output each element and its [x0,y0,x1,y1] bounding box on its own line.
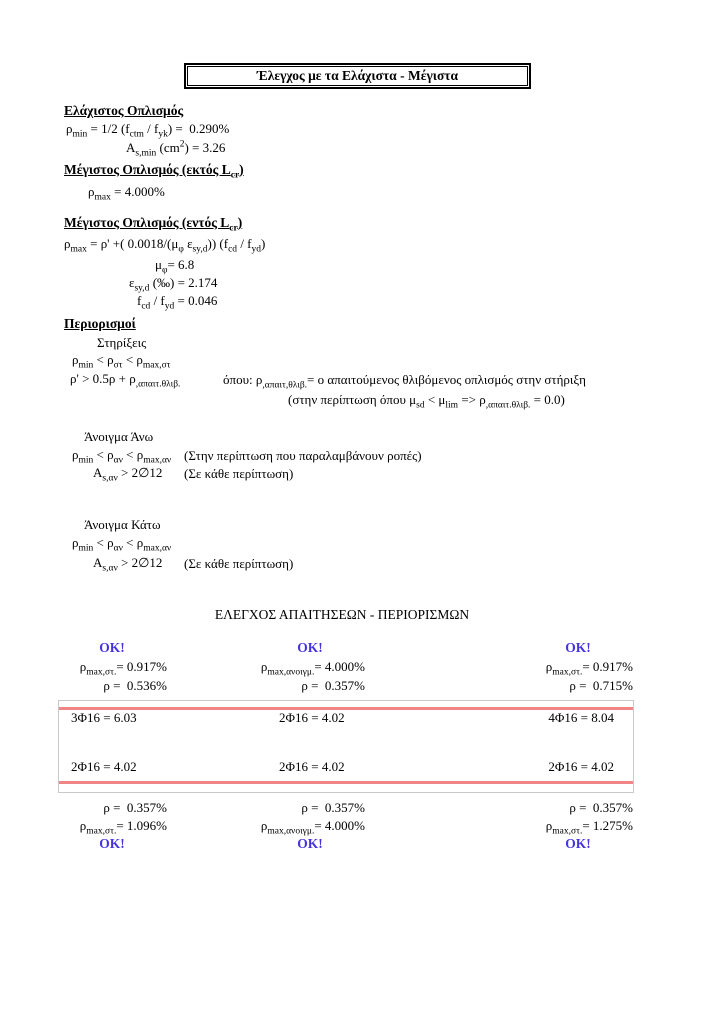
constraint-span-bottom-2: $A_{s,\alpha\nu}$ > 2∅12 [93,555,163,574]
check-top-column-right [523,638,633,695]
rho-max-value: $\rho_{max,\sigma\tau.}= 0.917\%$ [79,659,167,678]
label-span-bottom: Άνοιγμα Κάτω [84,517,161,532]
constraint-span-top-2: $A_{s,\alpha\nu}$ > 2∅12 [93,465,163,484]
constraint-supports-1: $\rho_{min} < \rho_{\sigma\tau} < \rho_{max,\sigma\tau}$ [72,352,171,371]
ok-status: OK! [297,836,323,851]
formula-rho-max-inside: $\rho_{max} = \rho'$ +( $0.0018/(\mu_\varphi$ $\varepsilon_{sy,d}$)) $(f_{cd} / f_{yd})$ [64,236,266,255]
rho-value: ρ = 0.357% [569,800,633,815]
check-section-title: ΕΛΕΓΧΟΣ ΑΠΑΙΤΗΣΕΩΝ - ΠΕΡΙΟΡΙΣΜΩΝ [214,607,470,622]
ok-status: OK! [99,836,125,851]
rebar-value: 2Φ16 = 4.02 [71,759,137,774]
rho-max-value: $\rho_{max,\sigma\tau.}= 1.275\%$ [545,818,633,837]
rebar-value: 2Φ16 = 4.02 [548,759,614,774]
rebar-table [58,700,634,793]
formula-rho-min: $\rho_{min} = 1/2$ $(f_{ctm} / f_{yk}) = 0.290\%$ [66,121,230,140]
value-rho-max-outside: $\rho_{max} = 4.000\%$ [88,184,165,203]
rho-max-value: $\rho_{max,\sigma\tau.}= 1.096\%$ [79,818,167,837]
heading-max-reinforcement-outside: Μέγιστος Οπλισμός (εκτός $L_{cr}$) [64,162,244,181]
rho-value: ρ = 0.357% [301,800,365,815]
rho-max-value: $\rho_{max,\alpha\nu o\iota\gamma\mu.}= 4.000\%$ [260,659,365,678]
value-mu-phi: $\mu_\varphi= 6.8$ [155,257,195,276]
label-supports: Στηρίξεις [97,335,147,350]
constraint-span-bottom-1: $\rho_{min} < \rho_{\alpha\nu} < \rho_{max,\alpha\nu}$ [72,535,172,554]
rebar-row-bottom [71,759,614,775]
ok-status: OK! [565,836,591,851]
heading-constraints: Περιορισμοί [64,316,136,331]
rebar-value: 3Φ16 = 6.03 [71,710,137,725]
page-title: Έλεγχος με τα Ελάχιστα - Μέγιστα [187,66,528,86]
constraint-supports-2: $\rho' > 0.5\rho + \rho_{,\alpha\pi\alpha\iota\tau.\theta\lambda\iota\beta.}$ [70,371,181,390]
note-span-top-2: (Σε κάθε περίπτωση) [184,466,294,481]
value-fcd-fyd: $f_{cd} / f_{yd} = 0.046$ [137,293,218,312]
red-divider-bottom [59,781,633,784]
heading-max-reinforcement-inside: Μέγιστος Οπλισμός (εντός $L_{cr}$) [64,215,243,234]
rebar-value: 2Φ16 = 4.02 [279,710,345,725]
rho-value: ρ = 0.715% [569,678,633,693]
label-span-top: Άνοιγμα Άνω [84,429,154,444]
ok-status: OK! [99,640,125,655]
rebar-value: 4Φ16 = 8.04 [548,710,614,725]
value-eps-syd: $\varepsilon_{sy,d}$ (‰) = 2.174 [129,275,218,294]
rho-max-value: $\rho_{max,\sigma\tau.}= 0.917\%$ [545,659,633,678]
check-bottom-column-center [255,799,365,853]
check-bottom-column-right [523,799,633,853]
title-box [184,63,531,89]
check-top-column-center [255,638,365,695]
note-where-2: (στην περίπτωση όπου $\mu_{sd} < \mu_{lim} => \rho_{,\alpha\pi\alpha\iota\tau.\theta\lambda\iota\beta.} = 0.0$) [288,392,565,411]
check-bottom-column-left [57,799,167,853]
rho-value: ρ = 0.357% [301,678,365,693]
ok-status: OK! [297,640,323,655]
heading-min-reinforcement: Ελάχιστος Οπλισμός [64,103,184,118]
rho-value: ρ = 0.357% [103,800,167,815]
check-top-column-left [57,638,167,695]
note-where-1: όπου: $\rho_{,\alpha\pi\alpha\iota\tau,\theta\lambda\iota\beta.}= o$ απαιτούμενος θλιβόμενος οπλισμός στην στήριξη [223,372,586,391]
rebar-value: 2Φ16 = 4.02 [279,759,345,774]
note-span-top-1: (Στην περίπτωση που παραλαμβάνουν ροπές) [184,448,422,463]
ok-status: OK! [565,640,591,655]
rho-value: ρ = 0.536% [103,678,167,693]
rho-max-value: $\rho_{max,\alpha\nu o\iota\gamma\mu.}= 4.000\%$ [260,818,365,837]
note-span-bottom: (Σε κάθε περίπτωση) [184,556,294,571]
value-as-min: $A_{s,min}$ $(cm^2) = 3.26$ [126,139,226,159]
constraint-span-top-1: $\rho_{min} < \rho_{\alpha\nu} < \rho_{max,\alpha\nu}$ [72,447,172,466]
rebar-row-top [71,710,614,726]
